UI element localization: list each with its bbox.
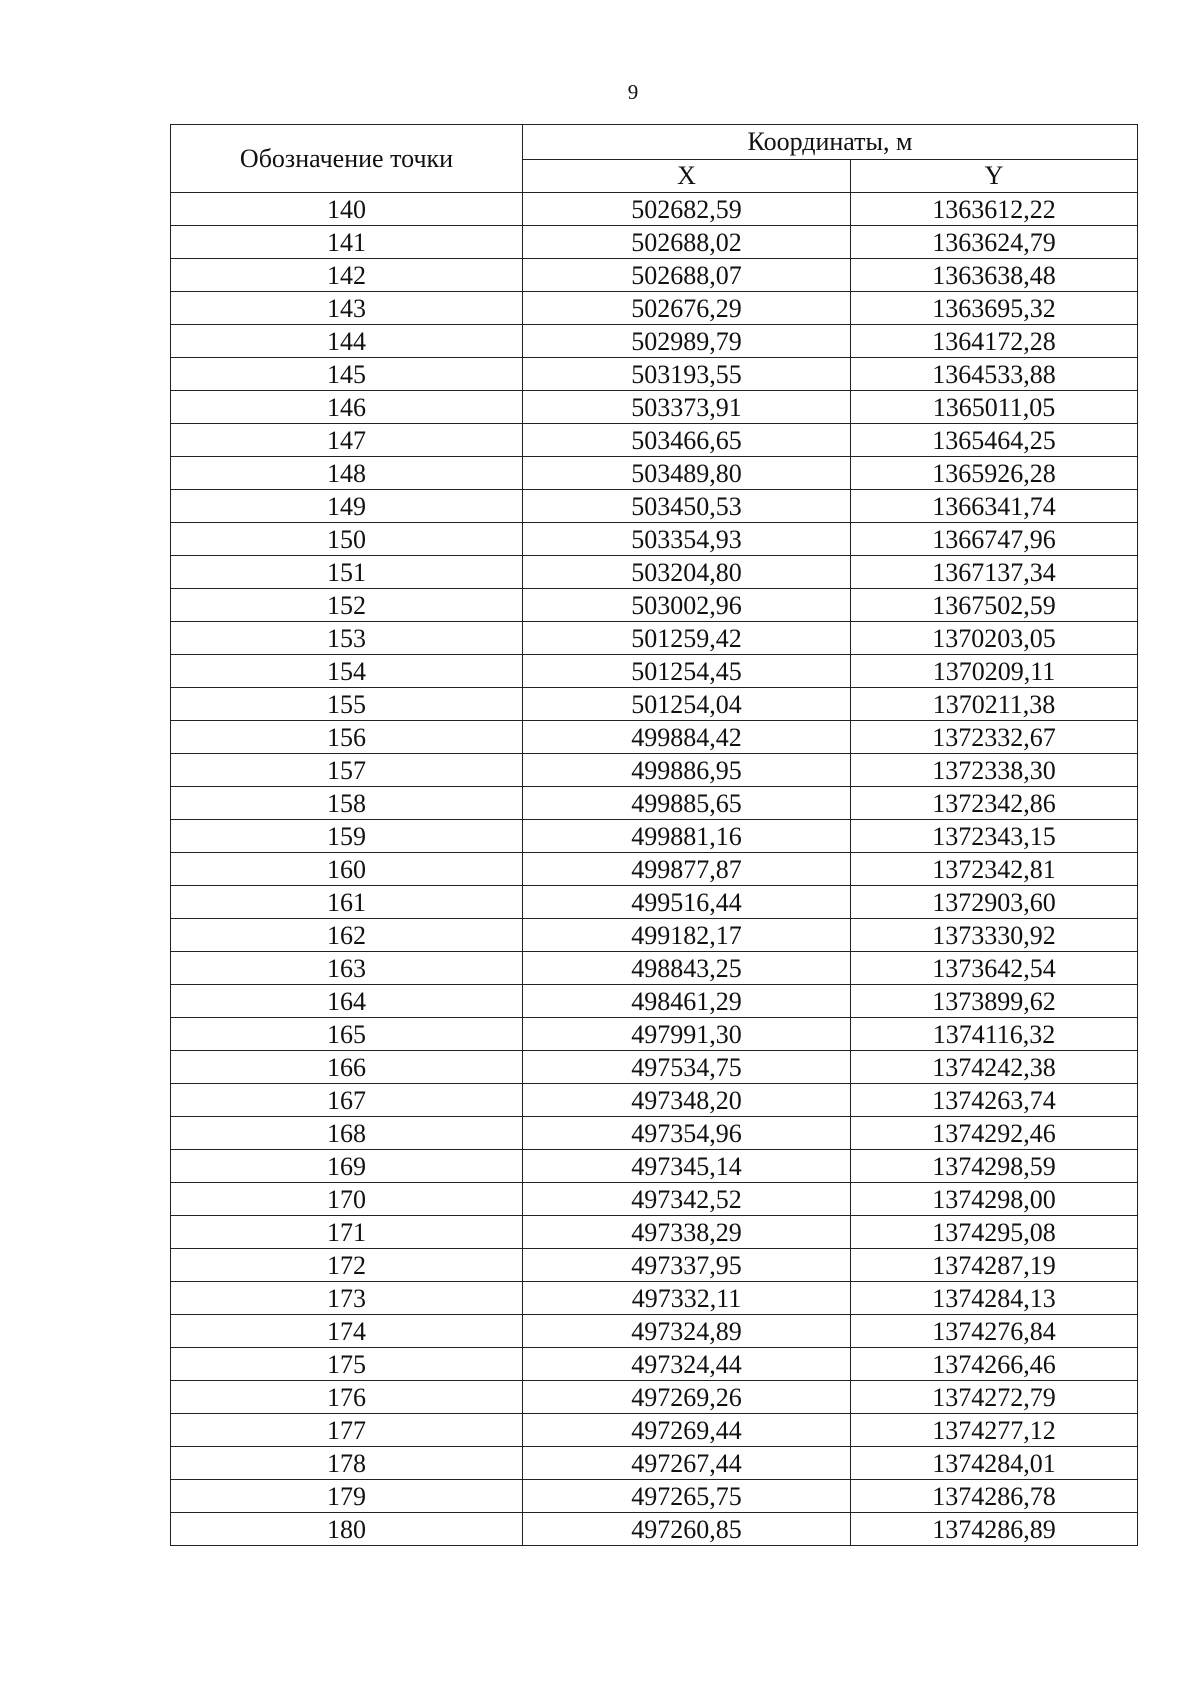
y-coordinate-cell: 1374284,13 — [851, 1282, 1138, 1315]
x-coordinate-cell: 502676,29 — [523, 292, 851, 325]
y-coordinate-cell: 1374284,01 — [851, 1447, 1138, 1480]
table-row — [171, 886, 1138, 919]
y-coordinate-cell: 1374286,89 — [851, 1513, 1138, 1546]
y-coordinate-cell: 1374272,79 — [851, 1381, 1138, 1414]
table-row — [171, 1447, 1138, 1480]
point-cell: 147 — [171, 424, 523, 457]
x-coordinate-cell: 503354,93 — [523, 523, 851, 556]
point-cell: 153 — [171, 622, 523, 655]
table-row — [171, 556, 1138, 589]
point-cell: 163 — [171, 952, 523, 985]
table-row — [171, 655, 1138, 688]
table-row — [171, 193, 1138, 226]
table-row — [171, 985, 1138, 1018]
point-cell: 149 — [171, 490, 523, 523]
x-coordinate-cell: 503204,80 — [523, 556, 851, 589]
table-row — [171, 424, 1138, 457]
point-cell: 148 — [171, 457, 523, 490]
y-coordinate-cell: 1365011,05 — [851, 391, 1138, 424]
point-cell: 164 — [171, 985, 523, 1018]
x-coordinate-cell: 501254,04 — [523, 688, 851, 721]
y-coordinate-cell: 1372903,60 — [851, 886, 1138, 919]
table-row — [171, 688, 1138, 721]
table-row — [171, 622, 1138, 655]
x-coordinate-cell: 497338,29 — [523, 1216, 851, 1249]
point-cell: 150 — [171, 523, 523, 556]
x-coordinate-cell: 498461,29 — [523, 985, 851, 1018]
y-coordinate-cell: 1374242,38 — [851, 1051, 1138, 1084]
x-coordinate-cell: 499885,65 — [523, 787, 851, 820]
y-coordinate-cell: 1365926,28 — [851, 457, 1138, 490]
y-coordinate-cell: 1366341,74 — [851, 490, 1138, 523]
point-cell: 162 — [171, 919, 523, 952]
point-cell: 141 — [171, 226, 523, 259]
point-cell: 169 — [171, 1150, 523, 1183]
x-coordinate-cell: 497324,89 — [523, 1315, 851, 1348]
y-coordinate-cell: 1374116,32 — [851, 1018, 1138, 1051]
table-row — [171, 292, 1138, 325]
y-coordinate-cell: 1370211,38 — [851, 688, 1138, 721]
x-coordinate-cell: 497991,30 — [523, 1018, 851, 1051]
x-coordinate-cell: 497265,75 — [523, 1480, 851, 1513]
x-coordinate-cell: 502688,07 — [523, 259, 851, 292]
point-cell: 178 — [171, 1447, 523, 1480]
table-row — [171, 226, 1138, 259]
x-coordinate-cell: 497269,26 — [523, 1381, 851, 1414]
x-coordinate-cell: 499886,95 — [523, 754, 851, 787]
x-coordinate-cell: 497260,85 — [523, 1513, 851, 1546]
y-coordinate-cell: 1370203,05 — [851, 622, 1138, 655]
point-cell: 146 — [171, 391, 523, 424]
x-coordinate-cell: 503193,55 — [523, 358, 851, 391]
point-cell: 174 — [171, 1315, 523, 1348]
point-cell: 140 — [171, 193, 523, 226]
y-coordinate-cell: 1374266,46 — [851, 1348, 1138, 1381]
table-row — [171, 358, 1138, 391]
x-coordinate-cell: 497345,14 — [523, 1150, 851, 1183]
y-coordinate-cell: 1373330,92 — [851, 919, 1138, 952]
y-coordinate-cell: 1374295,08 — [851, 1216, 1138, 1249]
table-row — [171, 1051, 1138, 1084]
table-row — [171, 1183, 1138, 1216]
y-coordinate-cell: 1364533,88 — [851, 358, 1138, 391]
y-coordinate-cell: 1363624,79 — [851, 226, 1138, 259]
point-cell: 177 — [171, 1414, 523, 1447]
point-cell: 142 — [171, 259, 523, 292]
point-cell: 180 — [171, 1513, 523, 1546]
y-coordinate-cell: 1372342,81 — [851, 853, 1138, 886]
table-row — [171, 589, 1138, 622]
point-cell: 176 — [171, 1381, 523, 1414]
table-row — [171, 1084, 1138, 1117]
point-designation-header: Обозначение точки — [171, 125, 523, 193]
x-coordinate-cell: 499516,44 — [523, 886, 851, 919]
x-coordinate-cell: 499881,16 — [523, 820, 851, 853]
x-coordinate-cell: 502682,59 — [523, 193, 851, 226]
y-coordinate-cell: 1374298,00 — [851, 1183, 1138, 1216]
point-cell: 171 — [171, 1216, 523, 1249]
coordinates-table — [170, 124, 1138, 1546]
x-coordinate-cell: 497269,44 — [523, 1414, 851, 1447]
table-row — [171, 1348, 1138, 1381]
table-row — [171, 787, 1138, 820]
table-row — [171, 919, 1138, 952]
y-coordinate-cell: 1370209,11 — [851, 655, 1138, 688]
y-coordinate-cell: 1365464,25 — [851, 424, 1138, 457]
table-row — [171, 1480, 1138, 1513]
table-row — [171, 1249, 1138, 1282]
point-cell: 165 — [171, 1018, 523, 1051]
y-coordinate-cell: 1374292,46 — [851, 1117, 1138, 1150]
point-cell: 175 — [171, 1348, 523, 1381]
y-coordinate-cell: 1372343,15 — [851, 820, 1138, 853]
point-cell: 145 — [171, 358, 523, 391]
y-coordinate-cell: 1374276,84 — [851, 1315, 1138, 1348]
x-coordinate-cell: 502989,79 — [523, 325, 851, 358]
x-coordinate-cell: 502688,02 — [523, 226, 851, 259]
x-coordinate-cell: 499884,42 — [523, 721, 851, 754]
table-row — [171, 820, 1138, 853]
x-coordinate-cell: 501259,42 — [523, 622, 851, 655]
point-cell: 160 — [171, 853, 523, 886]
x-coordinate-cell: 497332,11 — [523, 1282, 851, 1315]
table-header — [171, 125, 1138, 193]
table-row — [171, 952, 1138, 985]
point-cell: 156 — [171, 721, 523, 754]
x-coordinate-cell: 503466,65 — [523, 424, 851, 457]
x-coordinate-cell: 497534,75 — [523, 1051, 851, 1084]
point-cell: 173 — [171, 1282, 523, 1315]
point-cell: 158 — [171, 787, 523, 820]
x-coordinate-cell: 503373,91 — [523, 391, 851, 424]
point-cell: 168 — [171, 1117, 523, 1150]
point-cell: 179 — [171, 1480, 523, 1513]
table-row — [171, 1282, 1138, 1315]
y-coordinate-cell: 1372342,86 — [851, 787, 1138, 820]
x-coordinate-cell: 499182,17 — [523, 919, 851, 952]
x-coordinate-cell: 499877,87 — [523, 853, 851, 886]
table-row — [171, 1150, 1138, 1183]
table-row — [171, 721, 1138, 754]
point-cell: 152 — [171, 589, 523, 622]
table-row — [171, 490, 1138, 523]
point-cell: 159 — [171, 820, 523, 853]
y-coordinate-cell: 1374287,19 — [851, 1249, 1138, 1282]
x-coordinate-cell: 497348,20 — [523, 1084, 851, 1117]
point-cell: 170 — [171, 1183, 523, 1216]
x-coordinate-cell: 503002,96 — [523, 589, 851, 622]
table-row — [171, 1018, 1138, 1051]
table-row — [171, 391, 1138, 424]
x-coordinate-cell: 497337,95 — [523, 1249, 851, 1282]
table-row — [171, 457, 1138, 490]
point-cell: 172 — [171, 1249, 523, 1282]
table-row — [171, 523, 1138, 556]
x-coordinate-cell: 497354,96 — [523, 1117, 851, 1150]
table-row — [171, 1315, 1138, 1348]
x-coordinate-cell: 503489,80 — [523, 457, 851, 490]
table-row — [171, 1414, 1138, 1447]
x-coordinate-cell: 503450,53 — [523, 490, 851, 523]
y-coordinate-cell: 1363638,48 — [851, 259, 1138, 292]
y-coordinate-cell: 1374277,12 — [851, 1414, 1138, 1447]
y-coordinate-cell: 1374286,78 — [851, 1480, 1138, 1513]
y-coordinate-cell: 1363695,32 — [851, 292, 1138, 325]
point-cell: 154 — [171, 655, 523, 688]
point-cell: 157 — [171, 754, 523, 787]
y-coordinate-cell: 1367502,59 — [851, 589, 1138, 622]
table-row — [171, 325, 1138, 358]
y-coordinate-cell: 1372338,30 — [851, 754, 1138, 787]
x-coordinate-cell: 497267,44 — [523, 1447, 851, 1480]
point-cell: 166 — [171, 1051, 523, 1084]
y-coordinate-cell: 1363612,22 — [851, 193, 1138, 226]
y-coordinate-cell: 1364172,28 — [851, 325, 1138, 358]
x-coordinate-cell: 497342,52 — [523, 1183, 851, 1216]
y-coordinate-cell: 1374263,74 — [851, 1084, 1138, 1117]
y-column-header: Y — [851, 160, 1138, 193]
point-cell: 167 — [171, 1084, 523, 1117]
table-row — [171, 1513, 1138, 1546]
table-row — [171, 853, 1138, 886]
coordinates-header: Координаты, м — [523, 125, 1138, 160]
x-coordinate-cell: 501254,45 — [523, 655, 851, 688]
table-row — [171, 1117, 1138, 1150]
table-row — [171, 1216, 1138, 1249]
table-row — [171, 1381, 1138, 1414]
y-coordinate-cell: 1373642,54 — [851, 952, 1138, 985]
point-cell: 151 — [171, 556, 523, 589]
table-body — [171, 193, 1138, 1546]
point-cell: 143 — [171, 292, 523, 325]
page-number: 9 — [627, 80, 639, 104]
point-cell: 155 — [171, 688, 523, 721]
table-row — [171, 754, 1138, 787]
point-cell: 161 — [171, 886, 523, 919]
y-coordinate-cell: 1374298,59 — [851, 1150, 1138, 1183]
y-coordinate-cell: 1372332,67 — [851, 721, 1138, 754]
x-coordinate-cell: 498843,25 — [523, 952, 851, 985]
point-cell: 144 — [171, 325, 523, 358]
x-column-header: X — [523, 160, 851, 193]
y-coordinate-cell: 1366747,96 — [851, 523, 1138, 556]
x-coordinate-cell: 497324,44 — [523, 1348, 851, 1381]
y-coordinate-cell: 1373899,62 — [851, 985, 1138, 1018]
y-coordinate-cell: 1367137,34 — [851, 556, 1138, 589]
table-row — [171, 259, 1138, 292]
